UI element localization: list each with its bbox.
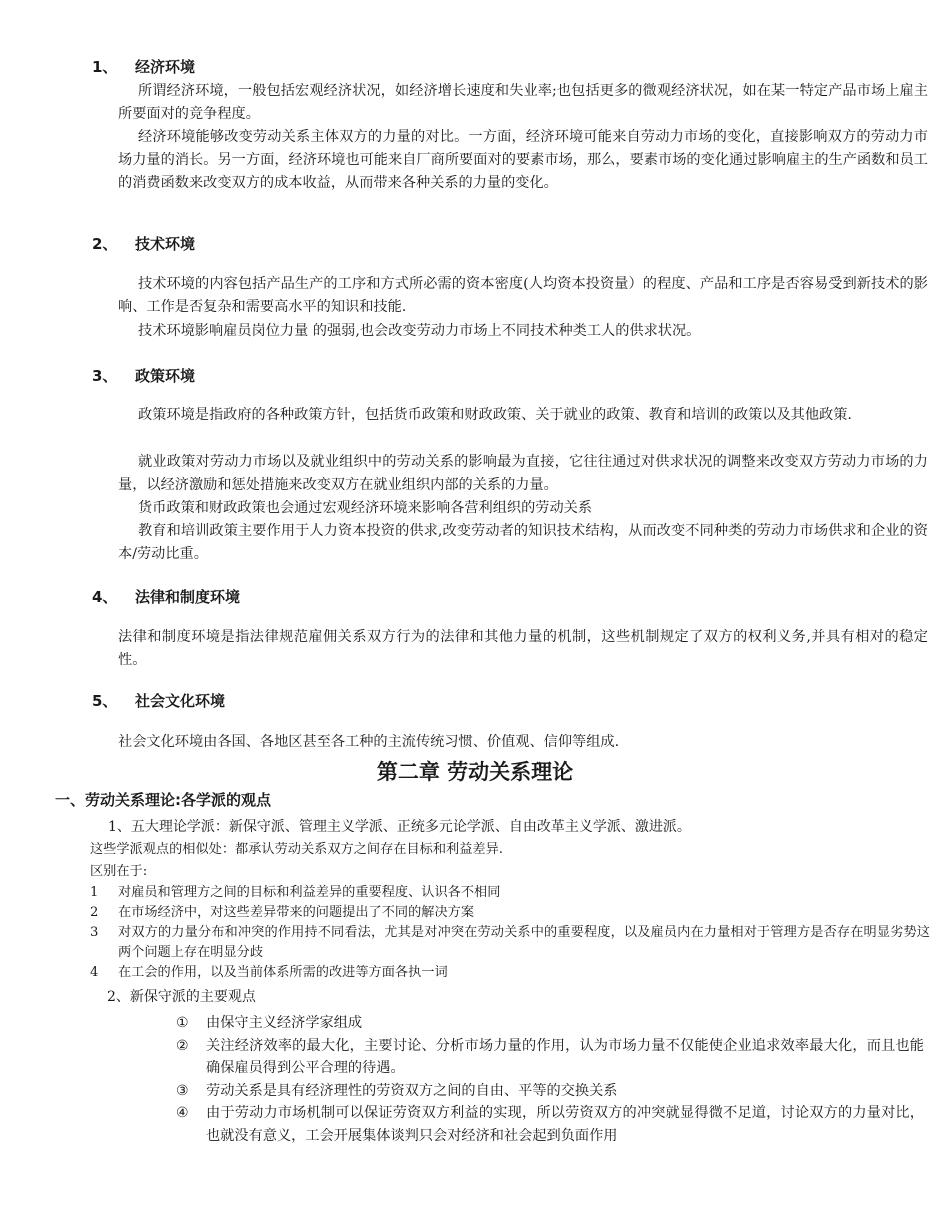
list-index: 2 <box>90 905 99 920</box>
list-text: 关注经济效率的最大化，主要讨论、分析市场力量的作用，认为市场力量不仅能使企业追求效率最大化，而且也能确保雇员得到公平合理的待遇。 <box>206 1037 924 1076</box>
section-title: 技术环境 <box>135 235 196 253</box>
difference-list <box>90 883 930 983</box>
list-item <box>176 1102 924 1147</box>
section-heading-economic <box>92 57 195 77</box>
paragraph: 就业政策对劳动力市场以及就业组织中的劳动关系的影响最为直接，它往往通过对供求状况的调整来改变双方劳动力市场的力量，以经济激励和惩处措施来改变双方在就业组织内部的关系的力量。 <box>118 454 928 494</box>
list-index: ① <box>176 1015 189 1031</box>
list-item <box>176 1012 924 1035</box>
list-item <box>90 963 930 983</box>
section-number: 3、 <box>92 367 118 385</box>
paragraph: 货币政策和财政政策也会通过宏观经济环境来影响各营利组织的劳动关系 <box>138 500 593 516</box>
paragraph: 技术环境的内容包括产品生产的工序和方式所必需的资本密度(人均资本投资量）的程度、产品和工序是否容易受到新技术的影响、工作是否复杂和需要高水平的知识和技能. <box>118 276 928 316</box>
list-item <box>176 1035 924 1080</box>
list-text: 在工会的作用，以及当前体系所需的改进等方面各执一词 <box>118 965 448 980</box>
section-number: 4、 <box>92 588 118 606</box>
list-index: 4 <box>90 965 99 980</box>
section-title: 经济环境 <box>135 58 196 76</box>
section-heading-culture <box>92 691 225 711</box>
list-index: 1 <box>90 885 99 900</box>
list-item <box>90 883 930 903</box>
point-five-schools: 1、五大理论学派：新保守派、管理主义学派、正统多元论学派、自由改革主义学派、激进派。 <box>108 819 691 835</box>
list-index: 3 <box>90 925 99 940</box>
list-item <box>90 903 930 923</box>
section-heading-technology <box>92 234 195 254</box>
section-number: 5、 <box>92 692 118 710</box>
point-neoconservative: 2、新保守派的主要观点 <box>107 989 256 1005</box>
paragraph: 社会文化环境由各国、各地区甚至各工种的主流传统习惯、价值观、信仰等组成. <box>118 734 620 750</box>
list-index: ④ <box>176 1105 189 1121</box>
paragraph: 技术环境影响雇员岗位力量 的强弱,也会改变劳动力市场上不同技术种类工人的供求状况。 <box>138 323 701 339</box>
paragraph: 经济环境能够改变劳动关系主体双方的力量的对比。一方面，经济环境可能来自劳动力市场的变化，直接影响双方的劳动力市场力量的消长。另一方面，经济环境也可能来自厂商所要面对的要素市场，那么，要素市场的变化通过影响雇主的生产函数和员工的消费函数来改变双方的成本收益，从而带来各种关系的力量的变化。 <box>118 129 928 192</box>
section-number: 1、 <box>92 58 118 76</box>
section-title: 法律和制度环境 <box>135 588 241 606</box>
chapter-section-heading: 一、劳动关系理论:各学派的观点 <box>55 791 272 809</box>
chapter-title: 第二章 劳动关系理论 <box>376 760 574 784</box>
list-text: 劳动关系是具有经济理性的劳资双方之间的自由、平等的交换关系 <box>206 1082 618 1099</box>
difference-label: 区别在于: <box>90 864 148 879</box>
list-item <box>176 1080 924 1103</box>
list-item <box>90 923 930 963</box>
list-text: 由于劳动力市场机制可以保证劳资双方利益的实现，所以劳资双方的冲突就显得微不足道，讨论双方的力量对比，也就没有意义，工会开展集体谈判只会对经济和社会起到负面作用 <box>206 1105 924 1144</box>
section-title: 政策环境 <box>135 367 196 385</box>
similarity-text: 这些学派观点的相似处：都承认劳动关系双方之间存在目标和利益差异. <box>90 842 504 857</box>
list-text: 在市场经济中，对这些差异带来的问题提出了不同的解决方案 <box>118 905 475 920</box>
paragraph: 政策环境是指政府的各种政策方针，包括货币政策和财政政策、关于就业的政策、教育和培训的政策以及其他政策. <box>138 407 852 423</box>
section-title: 社会文化环境 <box>135 692 226 710</box>
section-heading-law <box>92 587 240 607</box>
neoconservative-views-list <box>176 1012 924 1147</box>
list-index: ③ <box>176 1082 189 1099</box>
list-text: 对双方的力量分布和冲突的作用持不同看法，尤其是对冲突在劳动关系中的重要程度，以及雇员内在力量相对于管理方是否存在明显劣势这两个问题上存在明显分歧 <box>118 925 930 960</box>
section-number: 2、 <box>92 235 118 253</box>
paragraph: 法律和制度环境是指法律规范雇佣关系双方行为的法律和其他力量的机制，这些机制规定了双方的权利义务,并具有相对的稳定性。 <box>118 629 928 669</box>
paragraph: 所谓经济环境，一般包括宏观经济状况，如经济增长速度和失业率;也包括更多的微观经济状况，如在某一特定产品市场上雇主所要面对的竞争程度。 <box>118 83 928 123</box>
list-index: ② <box>176 1037 189 1054</box>
paragraph: 教育和培训政策主要作用于人力资本投资的供求,改变劳动者的知识技术结构，从而改变不同种类的劳动力市场供求和企业的资本/劳动比重。 <box>118 523 928 563</box>
list-text: 对雇员和管理方之间的目标和利益差异的重要程度、认识各不相同 <box>118 885 501 900</box>
section-heading-policy <box>92 366 195 386</box>
list-text: 由保守主义经济学家组成 <box>206 1015 363 1031</box>
